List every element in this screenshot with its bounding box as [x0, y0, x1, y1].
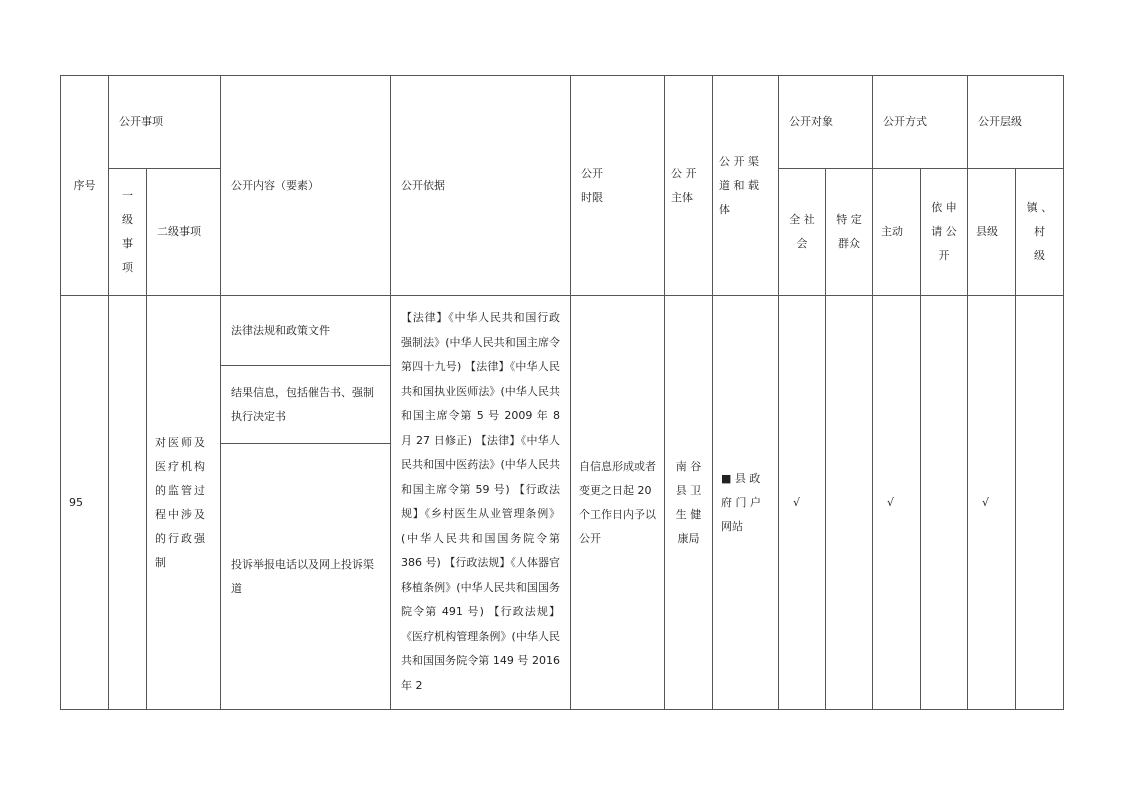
row-basis: 【法律】《中华人民共和国行政强制法》(中华人民共和国主席令第四十九号) 【法律】《中华人民共和国执业医师法》(中华人民共和国主席令第 5 号 2009 年 8 月 27 日修正) 【法律】《中华人民共和国中医药法》(中华人民共和国主席令第 59 号) 【行政法规】《乡村医生从业管理条例》(中华人民共和国国务院令第 386 号) 【行政法规】《人体器官移植条例》(中华人民共和国国务院令第 491 号) 【行政法规】《医疗机构管理条例》(中华人民共和国国务院令第 149 号 2016 年 2: [391, 296, 571, 710]
header-target-all: 全 社 会: [779, 169, 826, 296]
header-content: 公开内容（要素）: [221, 76, 391, 296]
row-subject: 南 谷 县 卫 生 健 康局: [665, 296, 713, 710]
header-basis: 公开依据: [391, 76, 571, 296]
row-level-town: [1016, 296, 1064, 710]
header-level-town: 镇 、 村 级: [1016, 169, 1064, 296]
header-level-county: 县级: [968, 169, 1016, 296]
row-level2: 对医师及 医疗机构 的监管过 程中涉及 的行政强 制: [147, 296, 221, 710]
row-content-2: 结果信息，包括催告书、强制执行决定书: [221, 366, 391, 444]
row-level-county: √: [968, 296, 1016, 710]
disclosure-table: [60, 75, 1064, 710]
row-target-all: √: [779, 296, 826, 710]
header-level-group: 公开层级: [968, 76, 1064, 169]
header-level2: 二级事项: [147, 169, 221, 296]
header-target-specific: 特 定 群众: [826, 169, 873, 296]
row-channel: ■ 县 政 府 门 户 网站: [713, 296, 779, 710]
row-target-specific: [826, 296, 873, 710]
header-channel: 公 开 渠 道 和 载 体: [713, 76, 779, 296]
row-method-apply: [921, 296, 968, 710]
header-items-group: 公开事项: [109, 76, 221, 169]
header-subject: 公 开 主体: [665, 76, 713, 296]
row-content-1: 法律法规和政策文件: [221, 296, 391, 366]
header-method-active: 主动: [873, 169, 921, 296]
row-level1: [109, 296, 147, 710]
header-time-limit: 公开 时限: [571, 76, 665, 296]
header-target-group: 公开对象: [779, 76, 873, 169]
row-time-limit: 自信息形成或者变更之日起 20 个工作日内予以公开: [571, 296, 665, 710]
header-level1: 一 级 事 项: [109, 169, 147, 296]
row-seq: 95: [61, 296, 109, 710]
header-method-group: 公开方式: [873, 76, 968, 169]
header-seq: 序号: [61, 76, 109, 296]
header-method-apply: 依 申 请 公 开: [921, 169, 968, 296]
row-content-3: 投诉举报电话以及网上投诉渠道: [221, 444, 391, 710]
row-method-active: √: [873, 296, 921, 710]
